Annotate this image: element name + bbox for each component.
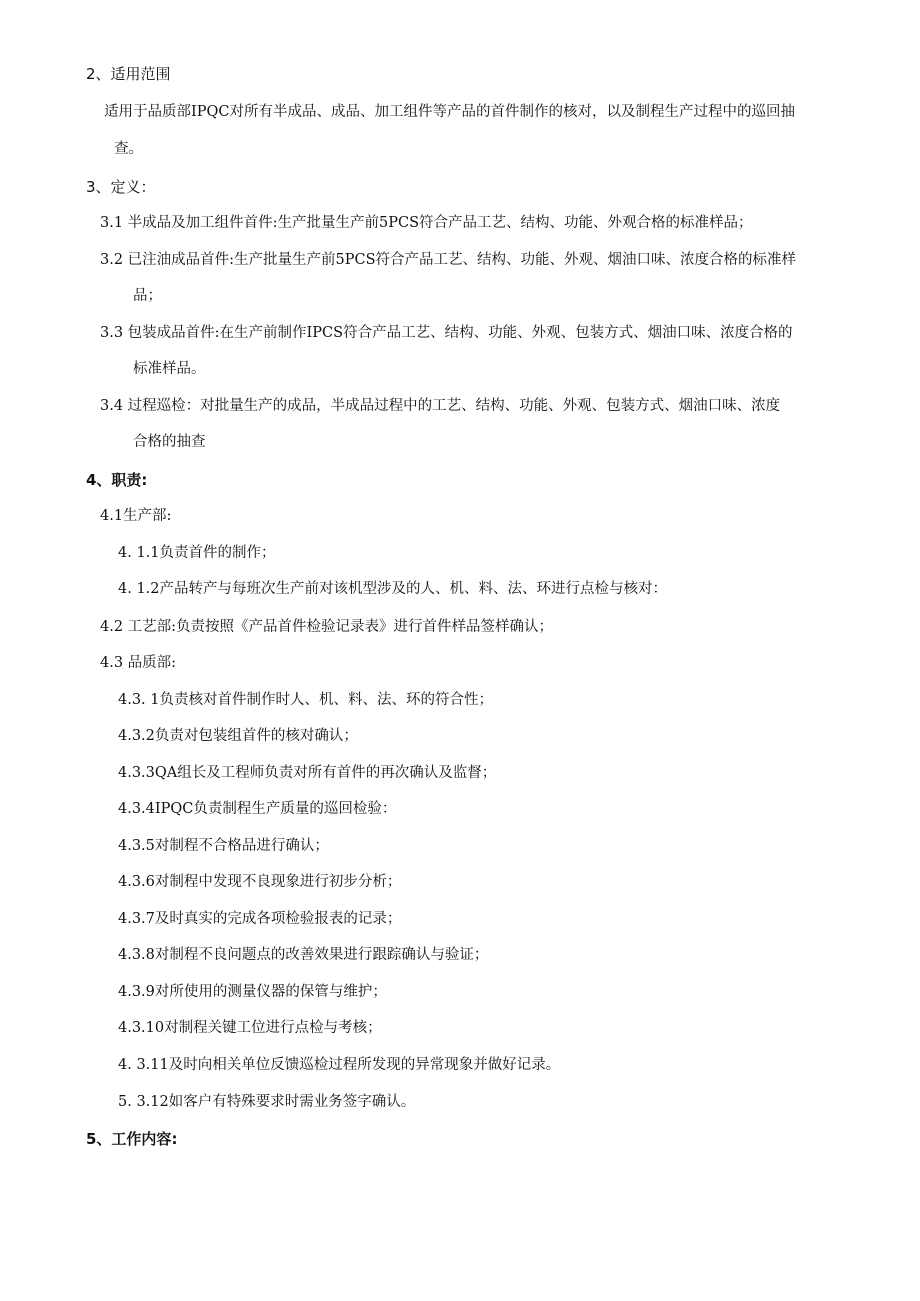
- definition-3-1: 3.1 半成品及加工组件首件:生产批量生产前5PCS符合产品工艺、结构、功能、外观合格的标准样品；: [100, 215, 753, 231]
- definition-3-3-line-2: 标准样品。: [133, 361, 206, 377]
- quality-item-4: 4.3.4IPQC负责制程生产质量的巡回检验：: [118, 801, 397, 817]
- quality-item-5: 4.3.5对制程不合格品进行确认；: [118, 838, 329, 854]
- quality-dept-title: 4.3 品质部:: [100, 655, 177, 671]
- quality-item-12: 5. 3.12如客户有特殊要求时需业务签字确认。: [118, 1094, 416, 1110]
- production-item-1: 4. 1.1负责首件的制作；: [118, 545, 276, 561]
- production-dept-title: 4.1生产部:: [100, 508, 172, 524]
- definition-3-3-line-1: 3.3 包装成品首件:在生产前制作IPCS符合产品工艺、结构、功能、外观、包装方式、烟油口味、浓度合格的: [100, 325, 793, 341]
- section-3-heading: 3、定义：: [86, 178, 156, 196]
- definition-3-2-line-2: 品；: [133, 288, 162, 304]
- production-item-2: 4. 1.2产品转产与每班次生产前对该机型涉及的人、机、料、法、环进行点检与核对：: [118, 581, 668, 597]
- quality-item-8: 4.3.8对制程不良问题点的改善效果进行跟踪确认与验证；: [118, 947, 489, 963]
- quality-item-2: 4.3.2负责对包装组首件的核对确认；: [118, 728, 358, 744]
- quality-item-1: 4.3. 1负责核对首件制作时人、机、料、法、环的符合性；: [118, 692, 494, 708]
- quality-item-7: 4.3.7及时真实的完成各项检验报表的记录；: [118, 911, 402, 927]
- quality-item-3: 4.3.3QA组长及工程师负责对所有首件的再次确认及监督；: [118, 765, 497, 781]
- section-2-body-line-2: 查。: [114, 141, 143, 157]
- section-4-heading: 4、职责:: [86, 471, 148, 489]
- section-2-body-line-1: 适用于品质部IPQC对所有半成品、成品、加工组件等产品的首件制作的核对，以及制程生产过程中的巡回抽: [104, 104, 795, 120]
- definition-3-4-line-2: 合格的抽查: [133, 434, 206, 450]
- quality-item-11: 4. 3.11及时向相关单位反馈巡检过程所发现的异常现象并做好记录。: [118, 1057, 561, 1073]
- process-dept-duty: 4.2 工艺部:负责按照《产品首件检验记录表》进行首件样品签样确认；: [100, 619, 554, 635]
- section-5-heading: 5、工作内容:: [86, 1130, 178, 1148]
- quality-item-9: 4.3.9对所使用的测量仪器的保管与维护；: [118, 984, 387, 1000]
- quality-item-6: 4.3.6对制程中发现不良现象进行初步分析；: [118, 874, 402, 890]
- quality-item-10: 4.3.10对制程关键工位进行点检与考核；: [118, 1020, 382, 1036]
- definition-3-4-line-1: 3.4 过程巡检：对批量生产的成品，半成品过程中的工艺、结构、功能、外观、包装方式、烟油口味、浓度: [100, 398, 781, 414]
- section-2-heading: 2、适用范围: [86, 65, 171, 83]
- definition-3-2-line-1: 3.2 已注油成品首件:生产批量生产前5PCS符合产品工艺、结构、功能、外观、烟油口味、浓度合格的标准样: [100, 252, 797, 268]
